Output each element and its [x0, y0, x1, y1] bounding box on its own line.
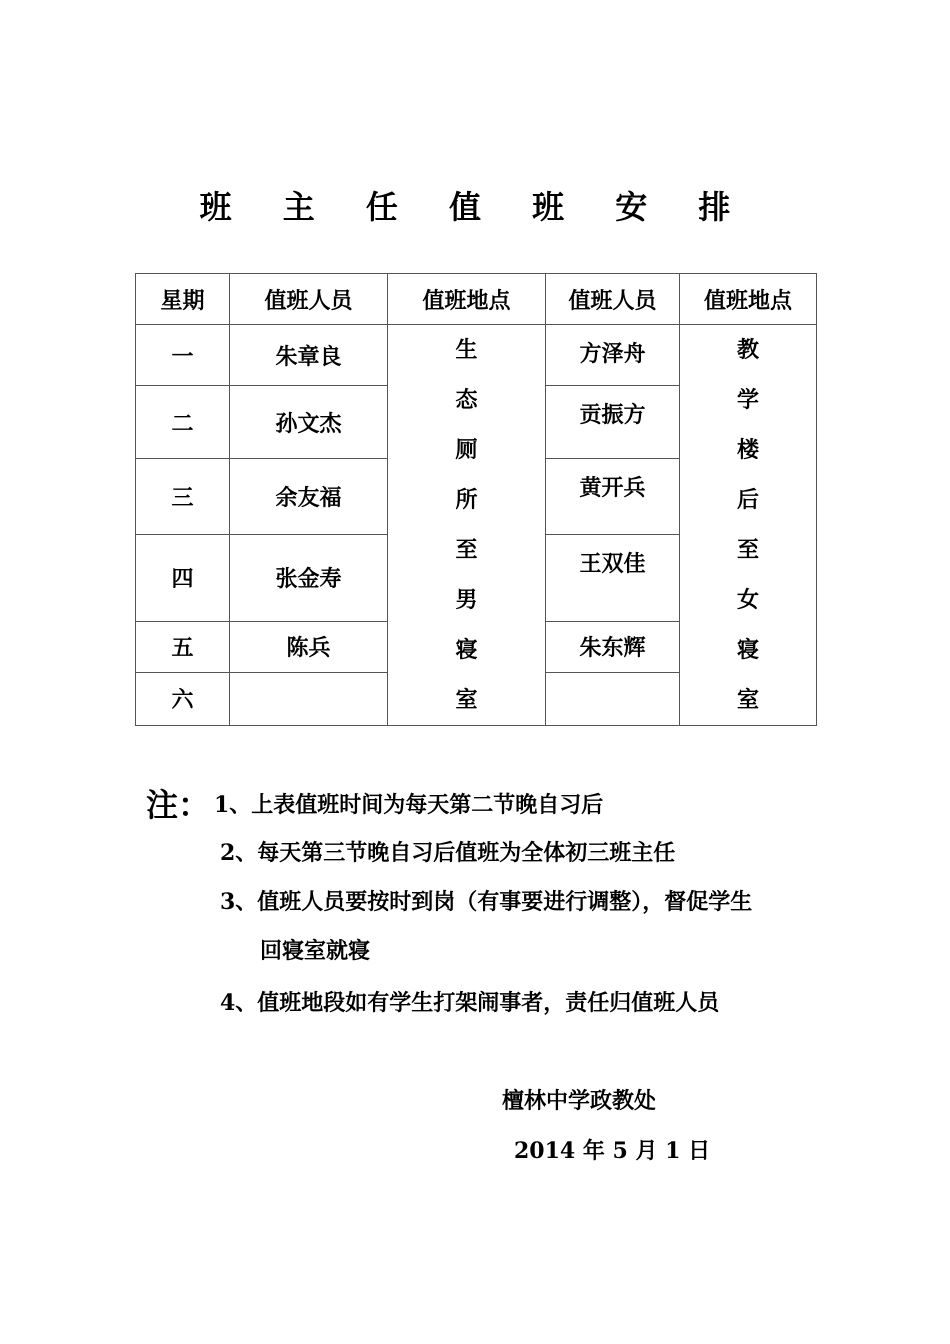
person2-cell: 贡振方: [546, 386, 680, 459]
header-cell: 值班人员: [230, 274, 388, 325]
person1-cell: 张金寿: [230, 534, 388, 622]
duty-table: [135, 273, 817, 726]
header-cell: 星期: [136, 274, 230, 325]
location2-char: 教: [736, 337, 759, 363]
location2-char: 楼: [736, 437, 759, 463]
person2-cell: 黄开兵: [546, 458, 680, 534]
location1-cell: [388, 325, 546, 726]
location2-char: 学: [736, 387, 759, 413]
day-cell: 五: [136, 622, 230, 672]
person2-cell: 方泽舟: [546, 325, 680, 386]
page-title: 班 主 任 值 班 安 排: [199, 188, 751, 226]
location2-cell: [680, 325, 817, 726]
location1-char: 态: [455, 387, 478, 413]
location1-char: 室: [455, 687, 478, 713]
table-header-row: [136, 274, 817, 325]
note-item: 3、值班人员要按时到岗（有事要进行调整），督促学生: [220, 889, 753, 915]
person1-cell: 朱章良: [230, 325, 388, 386]
person2-cell: 朱东辉: [546, 622, 680, 672]
location2-char: 女: [736, 587, 759, 613]
person1-cell: 陈兵: [230, 622, 388, 672]
location2-char: 后: [736, 487, 759, 513]
location2-char: 室: [736, 687, 759, 713]
day-cell: 四: [136, 534, 230, 622]
signature-org: 檀林中学政教处: [502, 1088, 657, 1114]
location1-char: 厕: [455, 437, 478, 463]
day-cell: 三: [136, 458, 230, 534]
location1-char: 至: [455, 537, 478, 563]
person2-cell: 王双佳: [546, 534, 680, 622]
note-item: 4、值班地段如有学生打架闹事者，责任归值班人员: [220, 990, 720, 1016]
location1-char: 寝: [455, 637, 478, 663]
header-cell: 值班人员: [546, 274, 680, 325]
header-cell: 值班地点: [680, 274, 817, 325]
person1-cell: [230, 672, 388, 725]
notes-label: 注：: [146, 786, 211, 824]
note-item: 回寝室就寝: [260, 938, 371, 964]
day-cell: 一: [136, 325, 230, 386]
note-item: 1、上表值班时间为每天第二节晚自习后: [214, 792, 604, 818]
table-row: [136, 325, 817, 386]
person1-cell: 孙文杰: [230, 386, 388, 459]
location1-char: 生: [455, 337, 478, 363]
person2-cell: [546, 672, 680, 725]
location2-char: 至: [736, 537, 759, 563]
location2-char: 寝: [736, 637, 759, 663]
person1-cell: 余友福: [230, 458, 388, 534]
location1-char: 男: [455, 587, 478, 613]
day-cell: 二: [136, 386, 230, 459]
signature-date: 2014 年 5 月 1 日: [514, 1138, 711, 1164]
header-cell: 值班地点: [388, 274, 546, 325]
day-cell: 六: [136, 672, 230, 725]
note-item: 2、每天第三节晚自习后值班为全体初三班主任: [220, 840, 676, 866]
location1-char: 所: [455, 487, 478, 513]
